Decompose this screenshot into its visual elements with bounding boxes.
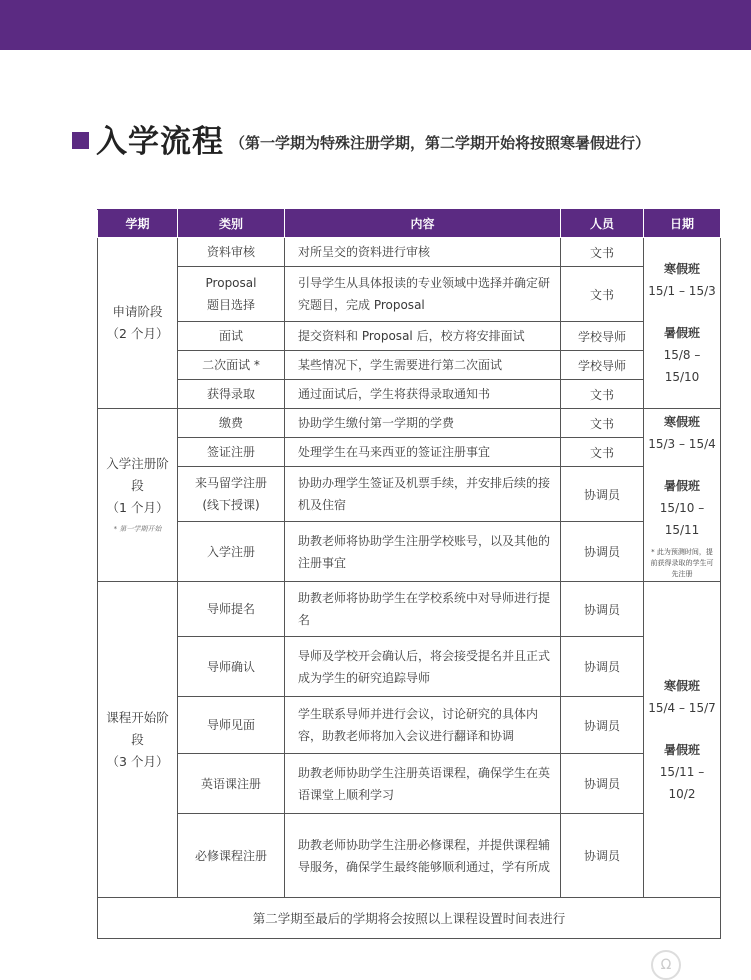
category-cell: 导师确认 [178, 637, 285, 697]
stage-duration: （1 个月） [106, 500, 169, 515]
header-semester: 学期 [98, 210, 178, 238]
content-cell: 处理学生在马来西亚的签证注册事宜 [285, 438, 561, 467]
table-row [98, 380, 721, 409]
staff-cell: 文书 [561, 380, 644, 409]
staff-cell: 学校导师 [561, 351, 644, 380]
staff-cell: 协调员 [561, 697, 644, 754]
table-row [98, 582, 721, 637]
table-row [98, 522, 721, 582]
header-category: 类别 [178, 210, 285, 238]
staff-cell: 协调员 [561, 467, 644, 522]
staff-cell: 文书 [561, 238, 644, 267]
content-cell: 助教老师将协助学生注册学校账号，以及其他的注册事宜 [285, 522, 561, 582]
stage-note: * 第一学期开始 [113, 525, 162, 533]
staff-cell: 协调员 [561, 582, 644, 637]
category-cell: 面试 [178, 322, 285, 351]
table-row [98, 697, 721, 754]
date-cell [644, 238, 721, 409]
winter-label: 寒假班 [663, 678, 700, 693]
content-cell: 提交资料和 Proposal 后，校方将安排面试 [285, 322, 561, 351]
content-cell: 对所呈交的资料进行审核 [285, 238, 561, 267]
enrollment-process-table [97, 209, 721, 939]
brand-logo-watermark: Ω [651, 950, 681, 980]
table-row [98, 267, 721, 322]
table-header-row [98, 210, 721, 238]
category-cell: 来马留学注册 (线下授课) [178, 467, 285, 522]
table-row [98, 467, 721, 522]
staff-cell: 学校导师 [561, 322, 644, 351]
stage-duration: （3 个月） [106, 753, 169, 769]
staff-cell: 协调员 [561, 754, 644, 814]
table-footer-note: 第二学期至最后的学期将会按照以上课程设置时间表进行 [98, 898, 721, 939]
stage-cell [98, 238, 178, 409]
table-row [98, 637, 721, 697]
summer-label: 暑假班 [663, 326, 700, 340]
stage-name: 课程开始阶段 [106, 709, 169, 747]
staff-cell: 协调员 [561, 637, 644, 697]
staff-cell: 协调员 [561, 814, 644, 898]
content-cell: 助教老师将协助学生在学校系统中对导师进行提名 [285, 582, 561, 637]
category-cell: 签证注册 [178, 438, 285, 467]
summer-label: 暑假班 [663, 742, 700, 757]
header-content: 内容 [285, 210, 561, 238]
page-heading [72, 118, 650, 158]
header-date: 日期 [644, 210, 721, 238]
winter-range: 15/4 – 15/7 [648, 700, 716, 715]
content-cell: 学生联系导师并进行会议，讨论研究的具体内容，助教老师将加入会议进行翻译和协调 [285, 697, 561, 754]
winter-label: 寒假班 [663, 262, 700, 276]
content-cell: 协助办理学生签证及机票手续，并安排后续的接机及住宿 [285, 467, 561, 522]
summer-range: 15/10 – 15/11 [659, 500, 705, 537]
staff-cell: 文书 [561, 409, 644, 438]
table-footer-row [98, 898, 721, 939]
staff-cell: 文书 [561, 438, 644, 467]
staff-cell: 文书 [561, 267, 644, 322]
table-row [98, 238, 721, 267]
winter-range: 15/3 – 15/4 [648, 436, 716, 451]
category-cell: 必修课程注册 [178, 814, 285, 898]
category-cell: 英语课注册 [178, 754, 285, 814]
date-cell [644, 409, 721, 582]
content-cell: 引导学生从具体报读的专业领域中选择并确定研究题目，完成 Proposal [285, 267, 561, 322]
top-banner [0, 0, 751, 50]
winter-label: 寒假班 [663, 414, 700, 429]
table-row [98, 438, 721, 467]
stage-cell [98, 409, 178, 582]
table-row [98, 351, 721, 380]
stage-name: 申请阶段 [112, 304, 163, 319]
category-cell: Proposal 题目选择 [178, 267, 285, 322]
content-cell: 助教老师协助学生注册英语课程，确保学生在英语课堂上顺利学习 [285, 754, 561, 814]
summer-range: 15/8 – 15/10 [663, 348, 701, 384]
category-cell: 资料审核 [178, 238, 285, 267]
content-cell: 通过面试后，学生将获得录取通知书 [285, 380, 561, 409]
page-subtitle: （第一学期为特殊注册学期，第二学期开始将按照寒暑假进行） [230, 133, 651, 152]
summer-label: 暑假班 [663, 478, 700, 493]
date-note: * 此为预测时间，提前获得录取的学生可先注册 [650, 547, 714, 578]
table-row [98, 754, 721, 814]
category-cell: 获得录取 [178, 380, 285, 409]
category-cell: 导师见面 [178, 697, 285, 754]
page-title: 入学流程 [96, 123, 224, 160]
category-cell: 缴费 [178, 409, 285, 438]
stage-name: 入学注册阶段 [106, 456, 169, 493]
content-cell: 导师及学校开会确认后，将会接受提名并且正式成为学生的研究追踪导师 [285, 637, 561, 697]
content-cell: 协助学生缴付第一学期的学费 [285, 409, 561, 438]
staff-cell: 协调员 [561, 522, 644, 582]
date-cell [644, 582, 721, 898]
stage-duration: （2 个月） [106, 326, 169, 341]
category-cell: 入学注册 [178, 522, 285, 582]
winter-range: 15/1 – 15/3 [648, 284, 716, 298]
table-row [98, 322, 721, 351]
content-cell: 助教老师协助学生注册必修课程，并提供课程辅导服务，确保学生最终能够顺利通过，学有所成 [285, 814, 561, 898]
category-cell: 导师提名 [178, 582, 285, 637]
content-cell: 某些情况下，学生需要进行第二次面试 [285, 351, 561, 380]
table-row [98, 814, 721, 898]
summer-range: 15/11 – 10/2 [659, 764, 705, 801]
category-cell: 二次面试 * [178, 351, 285, 380]
header-staff: 人员 [561, 210, 644, 238]
table-row [98, 409, 721, 438]
stage-cell [98, 582, 178, 898]
title-bullet [72, 132, 89, 149]
